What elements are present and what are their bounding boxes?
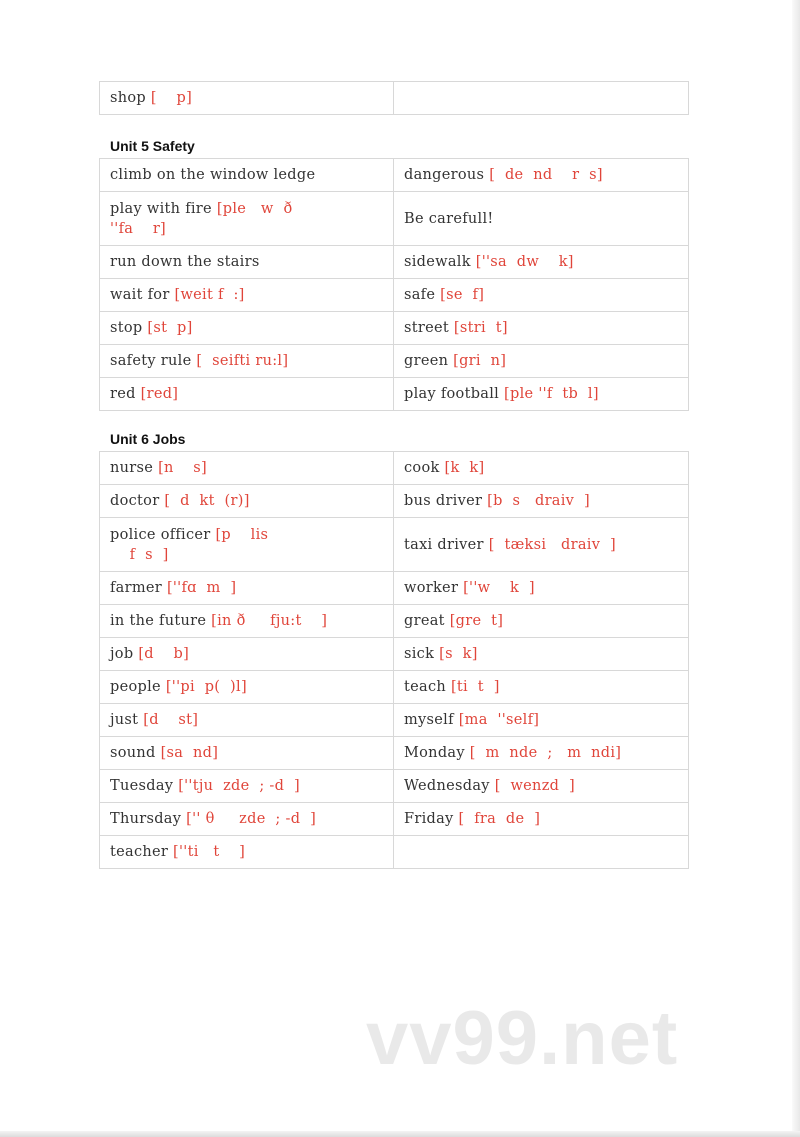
vocab-word: Wednesday	[404, 778, 490, 794]
vocab-word: doctor	[110, 493, 160, 509]
vocab-phonetic: [k k]	[444, 460, 485, 476]
vocab-word: great	[404, 613, 445, 629]
vocab-word: shop	[110, 90, 146, 106]
vocab-cell-right	[394, 485, 689, 518]
vocab-word: play football	[404, 386, 500, 402]
vocab-row	[100, 737, 689, 770]
vocab-word: Be carefull!	[404, 210, 494, 227]
vocab-word: police officer	[110, 526, 211, 543]
vocab-phonetic: [''ti t ]	[173, 844, 246, 860]
vocab-cell-left	[100, 246, 394, 279]
vocab-word: sidewalk	[404, 254, 471, 270]
vocab-phonetic: [ p]	[150, 90, 193, 106]
vocab-cell-right	[394, 605, 689, 638]
vocab-phonetic: [ seifti ru:l]	[196, 353, 289, 369]
vocab-word: bus driver	[404, 493, 483, 509]
vocab-cell-right	[394, 279, 689, 312]
vocab-cell-left	[100, 82, 394, 115]
vocab-phonetic: [st p]	[147, 320, 193, 336]
vocab-word: street	[404, 320, 449, 336]
vocab-phonetic: ['' θ zde ; -d ]	[186, 811, 317, 827]
vocab-row	[100, 704, 689, 737]
vocab-phonetic: [b s draiv ]	[487, 493, 590, 509]
vocab-phonetic: [sa nd]	[160, 745, 219, 761]
unit6-vocab-table	[99, 451, 689, 869]
vocab-cell-left	[100, 279, 394, 312]
vocab-word: myself	[404, 712, 454, 728]
vocab-word: run down the stairs	[110, 254, 260, 270]
vocab-cell-right	[394, 638, 689, 671]
vocab-cell-left	[100, 312, 394, 345]
vocab-word: teach	[404, 679, 447, 695]
vocab-cell-left	[100, 159, 394, 192]
vocab-phonetic: [gre t]	[449, 613, 504, 629]
vocab-phonetic: [''tju zde ; -d ]	[178, 778, 300, 794]
vocab-row	[100, 518, 689, 572]
vocab-word: Thursday	[110, 811, 182, 827]
vocab-word: worker	[404, 580, 459, 596]
unit5-heading: Unit 5 Safety	[110, 138, 195, 154]
vocab-row	[100, 638, 689, 671]
vocab-word: cook	[404, 460, 440, 476]
vocab-phonetic: [n s]	[158, 460, 207, 476]
vocab-phonetic: [ m nde ; m ndi]	[469, 745, 622, 761]
vocab-cell-right	[394, 246, 689, 279]
vocab-word: in the future	[110, 613, 207, 629]
vocab-word: people	[110, 679, 161, 695]
vocab-cell-left	[100, 836, 394, 869]
vocab-phonetic: [ple w ð ''fa r]	[110, 200, 293, 237]
vocab-phonetic: [s k]	[439, 646, 478, 662]
vocab-word: job	[110, 646, 134, 662]
vocab-cell-left	[100, 345, 394, 378]
vocab-word: red	[110, 386, 136, 402]
vocab-word: just	[110, 712, 139, 728]
watermark-text: vv99.net	[366, 996, 679, 1081]
vocab-word: Friday	[404, 811, 454, 827]
vocab-cell-left	[100, 704, 394, 737]
vocab-cell-left	[100, 737, 394, 770]
vocab-row	[100, 770, 689, 803]
vocab-phonetic: [ti t ]	[450, 679, 500, 695]
vocab-phonetic: [p lis f s ]	[129, 526, 269, 563]
vocab-cell-right	[394, 518, 689, 572]
vocab-cell-right	[394, 803, 689, 836]
vocab-cell-left	[100, 803, 394, 836]
vocab-word: stop	[110, 320, 143, 336]
vocab-cell-left	[100, 378, 394, 411]
page-edge-shadow	[792, 0, 800, 1137]
vocab-table-top	[99, 81, 689, 115]
vocab-cell-right	[394, 192, 689, 246]
vocab-row	[100, 312, 689, 345]
vocab-row	[100, 192, 689, 246]
vocab-cell-right	[394, 452, 689, 485]
vocab-phonetic: [ple ''f tb l]	[504, 386, 599, 402]
vocab-word: dangerous	[404, 167, 485, 183]
vocab-cell-left	[100, 770, 394, 803]
vocab-word: teacher	[110, 844, 169, 860]
vocab-cell-right	[394, 312, 689, 345]
vocab-phonetic: [red]	[140, 386, 179, 402]
vocab-phonetic: [in ð fju:t ]	[211, 613, 328, 629]
vocab-cell-right	[394, 572, 689, 605]
vocab-row	[100, 452, 689, 485]
vocab-row	[100, 378, 689, 411]
vocab-cell-left	[100, 638, 394, 671]
vocab-row	[100, 246, 689, 279]
vocab-cell-right	[394, 770, 689, 803]
vocab-phonetic: [ d kt (r)]	[164, 493, 250, 509]
vocab-cell-left	[100, 485, 394, 518]
vocab-word: sound	[110, 745, 156, 761]
vocab-word: Tuesday	[110, 778, 174, 794]
vocab-phonetic: [ de nd r s]	[489, 167, 603, 183]
vocab-cell-right	[394, 378, 689, 411]
vocab-row	[100, 159, 689, 192]
vocab-word: green	[404, 353, 449, 369]
vocab-cell-right	[394, 704, 689, 737]
vocab-cell-left	[100, 572, 394, 605]
vocab-row	[100, 803, 689, 836]
vocab-phonetic: [''pi p( )l]	[165, 679, 247, 695]
vocab-phonetic: [''sa dw k]	[475, 254, 574, 270]
vocab-cell-left	[100, 192, 394, 246]
vocab-phonetic: [ wenzd ]	[494, 778, 575, 794]
vocab-phonetic: [''fɑ m ]	[166, 580, 237, 596]
vocab-phonetic: [d b]	[138, 646, 190, 662]
vocab-cell-right	[394, 836, 689, 869]
vocab-row	[100, 345, 689, 378]
vocab-row	[100, 572, 689, 605]
vocab-word: climb on the window ledge	[110, 167, 316, 183]
vocab-word: Monday	[404, 745, 465, 761]
vocab-cell-left	[100, 605, 394, 638]
vocab-cell-right	[394, 671, 689, 704]
vocab-cell-right	[394, 345, 689, 378]
vocab-phonetic: [stri t]	[453, 320, 508, 336]
vocab-cell-right	[394, 737, 689, 770]
vocab-row	[100, 485, 689, 518]
vocab-phonetic: [ tæksi draiv ]	[488, 536, 616, 553]
vocab-cell-left	[100, 452, 394, 485]
vocab-word: nurse	[110, 460, 154, 476]
vocab-word: sick	[404, 646, 435, 662]
vocab-row	[100, 671, 689, 704]
vocab-row	[100, 82, 689, 115]
vocab-word: play with fire	[110, 200, 212, 217]
vocab-word: farmer	[110, 580, 163, 596]
vocab-word: safe	[404, 287, 436, 303]
vocab-cell-right	[394, 82, 689, 115]
vocab-row	[100, 836, 689, 869]
vocab-phonetic: [weit f :]	[174, 287, 245, 303]
vocab-phonetic: [gri n]	[453, 353, 507, 369]
vocab-row	[100, 279, 689, 312]
vocab-phonetic: [ma ''self]	[458, 712, 540, 728]
vocab-phonetic: [''w k ]	[463, 580, 535, 596]
vocab-phonetic: [d st]	[143, 712, 199, 728]
vocab-phonetic: [ fra de ]	[458, 811, 541, 827]
unit6-heading: Unit 6 Jobs	[110, 431, 186, 447]
vocab-word: taxi driver	[404, 536, 484, 553]
vocab-row	[100, 605, 689, 638]
vocab-cell-left	[100, 518, 394, 572]
vocab-phonetic: [se f]	[440, 287, 485, 303]
vocab-word: wait for	[110, 287, 170, 303]
vocab-cell-right	[394, 159, 689, 192]
vocab-word: safety rule	[110, 353, 192, 369]
unit5-vocab-table	[99, 158, 689, 411]
vocab-cell-left	[100, 671, 394, 704]
page-bottom-shadow	[0, 1131, 800, 1137]
